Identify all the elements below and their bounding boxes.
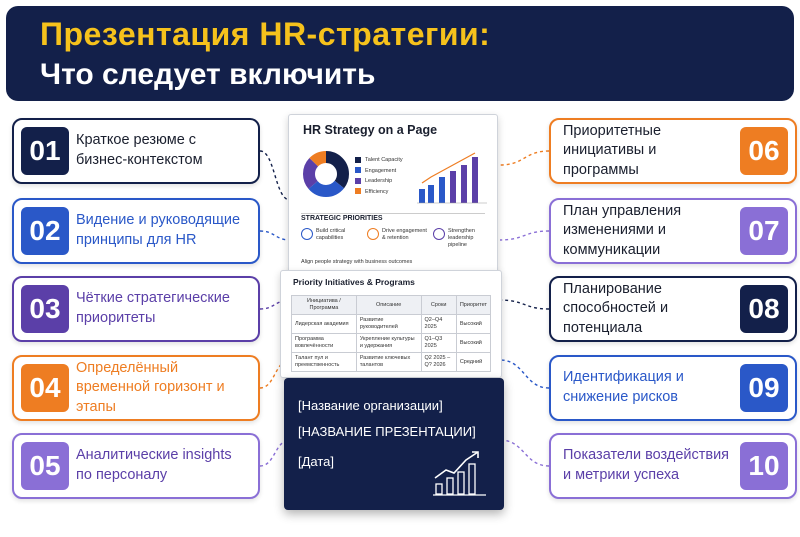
priority-icon: [433, 228, 445, 240]
date: [Дата]: [298, 454, 335, 469]
legend-swatch: [355, 188, 361, 194]
table-cell: Средний: [456, 353, 490, 372]
item-card-08: [549, 276, 797, 342]
bar: [472, 157, 478, 203]
legend-entry: [355, 176, 403, 187]
item-number: 04: [21, 364, 69, 412]
item-number: 08: [740, 285, 788, 333]
table-header-cell: Инициатива / Программа: [292, 296, 357, 315]
donut-legend: [355, 155, 403, 197]
bar: [439, 177, 445, 203]
hr-strategy-page-doc: [288, 114, 498, 274]
table-row: [292, 353, 491, 372]
divider: [301, 213, 485, 214]
item-label: Планирование способностей и потенциала: [563, 280, 669, 336]
strategic-priorities-heading: STRATEGIC PRIORITIES: [301, 215, 383, 222]
item-label: Приоритетные инициативы и программы: [563, 122, 662, 178]
table-header-cell: Сроки: [421, 296, 456, 315]
title-line-1: Презентация HR-стратегии:: [40, 16, 491, 52]
item-label: План управления изменениями и коммуникации: [563, 202, 682, 258]
item-card-03: [12, 276, 260, 342]
legend-entry: [355, 155, 403, 166]
connector-line: [500, 231, 549, 240]
item-card-05: [12, 433, 260, 499]
legend-entry: [355, 166, 403, 177]
connector-line: [500, 360, 549, 388]
priority-item: [367, 228, 427, 242]
table-row: [292, 315, 491, 334]
presentation-name: [НАЗВАНИЕ ПРЕЗЕНТАЦИИ]: [298, 424, 476, 439]
connector-line: [500, 300, 549, 309]
item-label: Определённый временной горизонт и этапы: [76, 359, 225, 415]
item-label: Аналитические insights по персоналу: [76, 447, 232, 483]
legend-swatch: [355, 167, 361, 173]
item-number: 05: [21, 442, 69, 490]
legend-swatch: [355, 178, 361, 184]
item-card-04: [12, 355, 260, 421]
item-label: Краткое резюме с бизнес-контекстом: [76, 132, 203, 168]
bar: [419, 189, 425, 203]
organization-name: [Название организации]: [298, 398, 443, 413]
item-card-06: [549, 118, 797, 184]
item-card-02: [12, 198, 260, 264]
item-number: 10: [740, 442, 788, 490]
doc-title: HR Strategy on a Page: [303, 123, 438, 137]
item-card-10: [549, 433, 797, 499]
table-cell: Высокий: [456, 334, 490, 353]
item-label: Показатели воздействия и метрики успеха: [563, 447, 730, 483]
item-number: 07: [740, 207, 788, 255]
table-cell: Q1–Q3 2025: [421, 334, 456, 353]
priority-label: Strengthen leadership pipeline: [448, 228, 475, 248]
priority-label: Build critical capabilities: [316, 228, 346, 241]
bar: [461, 165, 467, 203]
item-number: 09: [740, 364, 788, 412]
table-header-cell: Приоритет: [456, 296, 490, 315]
item-label: Видение и руководящие принципы для HR: [76, 212, 241, 248]
bar: [450, 171, 456, 203]
item-number: 02: [21, 207, 69, 255]
table-cell: Q2 2025 – Q? 2026: [421, 353, 456, 372]
legend-label: Leadership: [365, 178, 393, 184]
initiatives-title: Priority Initiatives & Programs: [293, 277, 415, 287]
priority-item: [301, 228, 361, 242]
mini-bar-chart: [415, 147, 491, 207]
priority-icon: [367, 228, 379, 240]
item-card-01: [12, 118, 260, 184]
legend-entry: [355, 187, 403, 198]
item-number: 01: [21, 127, 69, 175]
item-label: Чёткие стратегические приоритеты: [76, 290, 230, 326]
priority-initiatives-doc: [280, 270, 502, 378]
legend-label: Efficiency: [365, 188, 389, 195]
connector-line: [260, 151, 290, 200]
legend-label: Engagement: [365, 167, 397, 174]
bar: [428, 185, 434, 203]
growth-chart-icon: [432, 448, 490, 498]
table-cell: Развитие ключевых талантов: [356, 353, 421, 372]
priority-label: Drive engagement & retention: [382, 228, 427, 241]
table-header-cell: Описание: [356, 296, 421, 315]
table-cell: Талант пул и преемственность: [292, 353, 357, 372]
table-cell: Высокий: [456, 315, 490, 334]
donut-chart: [301, 149, 351, 199]
title-line-2: Что следует включить: [40, 58, 376, 91]
item-card-09: [549, 355, 797, 421]
table-cell: Q2–Q4 2025: [421, 315, 456, 334]
table-row: [292, 334, 491, 353]
cover-slide: [284, 378, 504, 510]
connector-line: [260, 231, 290, 240]
legend-swatch: [355, 157, 361, 163]
item-label: Идентификация и снижение рисков: [563, 369, 684, 405]
connector-line: [500, 440, 549, 466]
connector-line: [500, 151, 549, 165]
item-number: 03: [21, 285, 69, 333]
priority-item: [433, 228, 493, 249]
alignment-text: Align people strategy with business outcomes: [301, 259, 413, 265]
table-cell: Лидерская академия: [292, 315, 357, 334]
item-number: 06: [740, 127, 788, 175]
priority-icon: [301, 228, 313, 240]
table-cell: Программа вовлечённости: [292, 334, 357, 353]
item-card-07: [549, 198, 797, 264]
table-cell: Развитие руководителей: [356, 315, 421, 334]
table-cell: Укрепление культуры и удержания: [356, 334, 421, 353]
initiatives-table: [291, 295, 491, 372]
legend-label: Talent Capacity: [365, 157, 403, 163]
